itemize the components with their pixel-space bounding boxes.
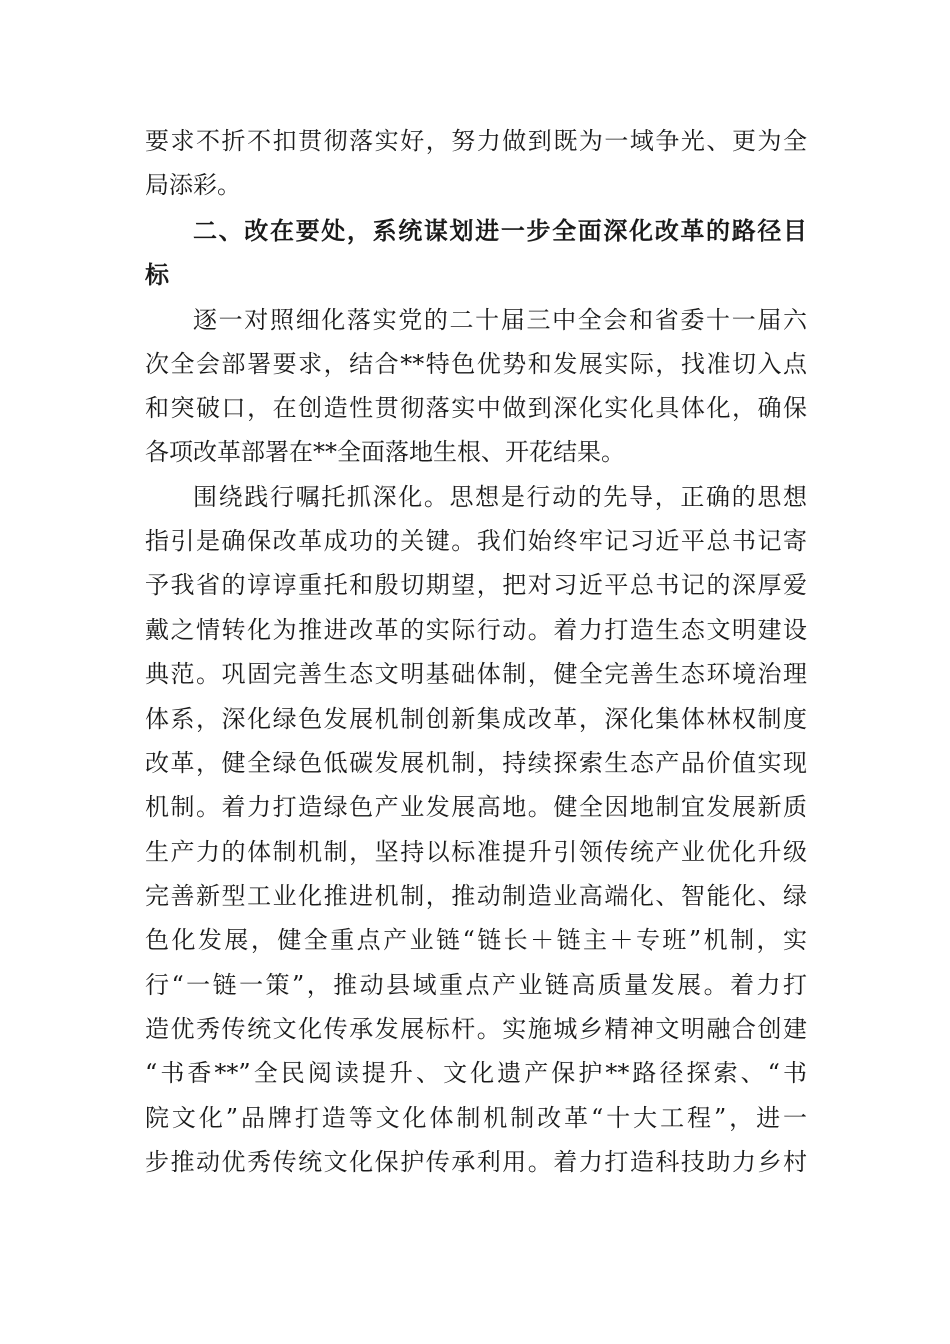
paragraph2-line-14: “书香**”全民阅读提升、文化遗产保护**路径探索、“书	[145, 1059, 807, 1087]
intro-line-1: 要求不折不扣贯彻落实好，努力做到既为一域争光、更为全	[145, 127, 807, 155]
paragraph2-line-7: 改革，健全绿色低碳发展机制，持续探索生态产品价值实现	[145, 749, 807, 777]
paragraph2-line-2: 指引是确保改革成功的关键。我们始终牢记习近平总书记寄	[145, 527, 807, 555]
section-heading-line-2: 标	[145, 261, 169, 289]
paragraph1-line-3: 和突破口，在创造性贯彻落实中做到深化实化具体化，确保	[145, 394, 807, 422]
paragraph1-line-1: 逐一对照细化落实党的二十届三中全会和省委十一届六	[193, 306, 807, 334]
paragraph2-line-11: 色化发展，健全重点产业链“链长＋链主＋专班”机制，实	[145, 926, 807, 954]
paragraph2-line-8: 机制。着力打造绿色产业发展高地。健全因地制宜发展新质	[145, 793, 807, 821]
section-heading-line-1: 二、改在要处，系统谋划进一步全面深化改革的路径目	[193, 217, 807, 245]
paragraph2-line-10: 完善新型工业化推进机制，推动制造业高端化、智能化、绿	[145, 882, 807, 910]
paragraph1-line-2: 次全会部署要求，结合**特色优势和发展实际，找准切入点	[145, 350, 807, 378]
paragraph2-line-15: 院文化”品牌打造等文化体制机制改革“十大工程”，进一	[145, 1104, 807, 1132]
paragraph2-line-1: 围绕践行嘱托抓深化。思想是行动的先导，正确的思想	[193, 483, 807, 511]
intro-line-2: 局添彩。	[145, 171, 241, 199]
paragraph2-line-16: 步推动优秀传统文化保护传承利用。着力打造科技助力乡村	[145, 1148, 807, 1176]
paragraph2-line-3: 予我省的谆谆重托和殷切期望，把对习近平总书记的深厚爱	[145, 571, 807, 599]
paragraph2-line-12: 行“一链一策”，推动县域重点产业链高质量发展。着力打	[145, 971, 807, 999]
paragraph2-line-9: 生产力的体制机制，坚持以标准提升引领传统产业优化升级	[145, 838, 807, 866]
paragraph1-line-4: 各项改革部署在**全面落地生根、开花结果。	[145, 438, 625, 466]
paragraph2-line-5: 典范。巩固完善生态文明基础体制，健全完善生态环境治理	[145, 660, 807, 688]
paragraph2-line-13: 造优秀传统文化传承发展标杆。实施城乡精神文明融合创建	[145, 1015, 807, 1043]
paragraph2-line-6: 体系，深化绿色发展机制创新集成改革，深化集体林权制度	[145, 705, 807, 733]
paragraph2-line-4: 戴之情转化为推进改革的实际行动。着力打造生态文明建设	[145, 616, 807, 644]
